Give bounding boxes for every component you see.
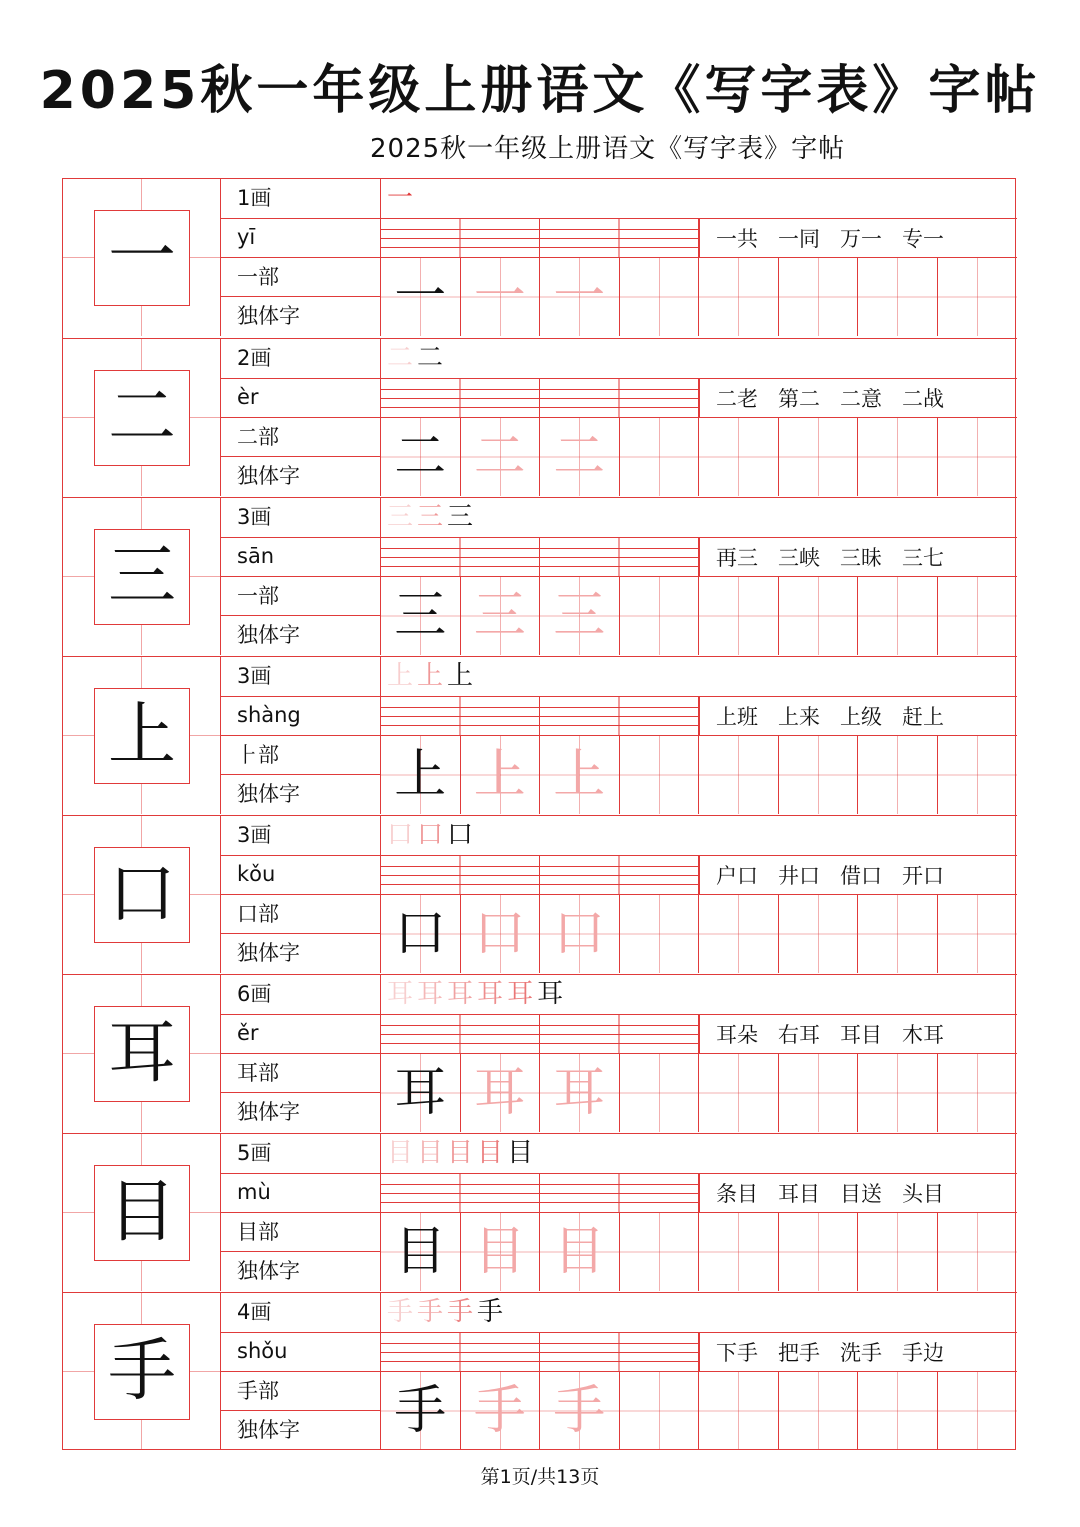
page-title: 2025秋一年级上册语文《写字表》字帖 [39,61,1041,121]
empty-practice-cell[interactable] [938,258,1018,336]
empty-practice-cell[interactable] [699,736,779,814]
stroke-count-label: 5画 [221,1134,380,1174]
example-word: 三七 [902,545,944,570]
trace-character: 目 [473,1222,526,1282]
pinyin-writing-lines [381,219,699,259]
stroke-step: 目 [447,1138,474,1169]
structure-label: 独体字 [237,303,300,328]
example-word: 第二 [778,386,820,411]
main-character-cell [63,1293,221,1450]
character-block [63,656,1017,815]
trace-character: 三 [553,586,606,646]
structure-label: 独体字 [237,463,300,488]
stroke-step: 上 [387,661,414,692]
main-character: 手 [94,1324,190,1420]
empty-practice-cell[interactable] [779,1213,859,1291]
example-word: 头目 [902,1181,944,1206]
empty-practice-cell[interactable] [858,258,938,336]
stroke-step: 二 [417,343,444,374]
stroke-step: 耳 [537,979,564,1010]
main-character: 三 [94,529,190,625]
radical-label: 目部 [221,1213,380,1253]
empty-practice-cell[interactable] [938,736,1018,814]
character-block [63,497,1017,656]
main-character-cell [63,339,221,496]
stroke-step: 手 [447,1297,474,1328]
example-word: 赶上 [902,704,944,729]
empty-practice-cell[interactable] [699,577,779,655]
empty-practice-cell[interactable] [620,258,700,336]
empty-practice-cell[interactable] [938,577,1018,655]
stroke-step: 手 [417,1297,444,1328]
empty-practice-cell[interactable] [779,258,859,336]
example-word: 上级 [840,704,882,729]
example-words [699,538,1017,578]
stroke-step: 目 [417,1138,444,1169]
trace-character-cell [540,258,620,336]
page-subtitle: 2025秋一年级上册语文《写字表》字帖 [370,134,846,164]
empty-practice-cell[interactable] [699,1054,779,1132]
stroke-step: 口 [447,820,474,851]
stroke-step: 目 [387,1138,414,1169]
stroke-order-row [381,179,1017,219]
empty-practice-cell[interactable] [858,1054,938,1132]
model-character-cell [381,895,461,973]
example-word: 右耳 [778,1022,820,1047]
main-character: 一 [94,210,190,306]
radical-label: 二部 [221,418,380,458]
example-words [699,697,1017,737]
character-info [221,657,381,814]
stroke-step: 二 [387,343,414,374]
example-word: 条目 [716,1181,758,1206]
trace-character: 上 [553,745,606,805]
trace-character: 一 [473,267,526,327]
main-character: 二 [94,370,190,466]
page-number: 第1页/共13页 [480,1466,600,1488]
example-word: 目送 [840,1181,882,1206]
empty-practice-cell[interactable] [620,577,700,655]
empty-practice-cell[interactable] [620,1054,700,1132]
example-words [699,1333,1017,1373]
trace-character: 三 [473,586,526,646]
structure-label: 独体字 [237,781,300,806]
stroke-step: 三 [417,502,444,533]
example-word: 二老 [716,386,758,411]
writing-grid [381,1213,1017,1291]
example-word: 再三 [716,545,758,570]
model-character: 一 [394,267,447,327]
character-block [63,1133,1017,1292]
stroke-step: 口 [417,820,444,851]
trace-character-cell [461,1372,541,1450]
model-character: 二 [394,427,447,487]
writing-grid [381,1054,1017,1132]
structure-label: 独体字 [237,1258,300,1283]
writing-grid [381,1372,1017,1450]
pinyin-label: shǒu [221,1332,380,1372]
stroke-count-label: 3画 [221,657,380,697]
trace-character: 上 [473,745,526,805]
trace-character-cell [540,1213,620,1291]
writing-grid [381,736,1017,814]
radical-label: 一部 [221,258,380,298]
pinyin-label: sān [221,537,380,577]
main-character: 口 [94,847,190,943]
radical-label: 一部 [221,577,380,617]
model-character-cell [381,1054,461,1132]
stroke-step: 手 [387,1297,414,1328]
model-character: 上 [394,745,447,805]
example-words [699,1174,1017,1214]
trace-character-cell [540,736,620,814]
empty-practice-cell[interactable] [938,1213,1018,1291]
model-character-cell [381,258,461,336]
character-block [63,974,1017,1133]
character-block [63,338,1017,497]
writing-grid [381,258,1017,336]
stroke-step: 耳 [507,979,534,1010]
pinyin-label: mù [221,1173,380,1213]
example-word: 耳目 [778,1181,820,1206]
example-word: 三昧 [840,545,882,570]
stroke-step: 上 [417,661,444,692]
empty-practice-cell[interactable] [858,577,938,655]
pinyin-writing-lines [381,538,699,578]
character-info [221,339,381,496]
empty-practice-cell[interactable] [779,418,859,496]
model-character-cell [381,577,461,655]
model-character-cell [381,736,461,814]
writing-grid [381,895,1017,973]
stroke-count-label: 2画 [221,339,380,379]
example-word: 洗手 [840,1340,882,1365]
pinyin-label: shàng [221,696,380,736]
example-word: 井口 [778,863,820,888]
main-character-cell [63,975,221,1132]
example-words [699,219,1017,259]
stroke-step: 手 [477,1297,504,1328]
character-info [221,1293,381,1450]
trace-character: 二 [553,427,606,487]
trace-character: 口 [553,904,606,964]
example-word: 户口 [716,863,758,888]
empty-practice-cell[interactable] [938,895,1018,973]
empty-practice-cell[interactable] [699,258,779,336]
radical-label: ⺊部 [221,736,380,776]
character-info [221,816,381,973]
trace-character: 手 [473,1381,526,1441]
main-character-cell [63,816,221,973]
empty-practice-cell[interactable] [620,1213,700,1291]
trace-character: 二 [473,427,526,487]
empty-practice-cell[interactable] [620,418,700,496]
empty-practice-cell[interactable] [699,418,779,496]
trace-character: 口 [473,904,526,964]
empty-practice-cell[interactable] [620,736,700,814]
trace-character: 目 [553,1222,606,1282]
stroke-order-row [381,1134,1017,1174]
empty-practice-cell[interactable] [858,1213,938,1291]
trace-character: 手 [553,1381,606,1441]
stroke-order-row [381,975,1017,1015]
trace-character-cell [540,895,620,973]
main-character-cell [63,1134,221,1291]
empty-practice-cell[interactable] [858,895,938,973]
empty-practice-cell[interactable] [858,736,938,814]
empty-practice-cell[interactable] [620,1372,700,1450]
empty-practice-cell[interactable] [938,418,1018,496]
example-word: 木耳 [902,1022,944,1047]
example-words [699,379,1017,419]
example-word: 上班 [716,704,758,729]
example-word: 耳朵 [716,1022,758,1047]
main-character: 耳 [94,1006,190,1102]
stroke-order-row [381,816,1017,856]
pinyin-writing-lines [381,1174,699,1214]
pinyin-writing-lines [381,856,699,896]
example-word: 专一 [902,226,944,251]
stroke-count-label: 1画 [221,179,380,219]
model-character: 目 [394,1222,447,1282]
empty-practice-cell[interactable] [620,895,700,973]
example-word: 万一 [840,226,882,251]
example-words [699,1015,1017,1055]
main-character-cell [63,498,221,655]
stroke-count-label: 4画 [221,1293,380,1333]
example-word: 下手 [716,1340,758,1365]
stroke-step: 三 [447,502,474,533]
main-character: 目 [94,1165,190,1261]
model-character: 耳 [394,1063,447,1123]
example-word: 上来 [778,704,820,729]
model-character-cell [381,418,461,496]
radical-label: 口部 [221,895,380,935]
model-character: 手 [394,1381,447,1441]
trace-character: 一 [553,267,606,327]
stroke-order-row [381,657,1017,697]
radical-label: 耳部 [221,1054,380,1094]
character-info [221,975,381,1132]
stroke-count-label: 3画 [221,816,380,856]
example-word: 二战 [902,386,944,411]
character-block [63,815,1017,974]
main-character-cell [63,657,221,814]
trace-character-cell [540,577,620,655]
structure-label: 独体字 [237,1417,300,1442]
pinyin-writing-lines [381,1015,699,1055]
character-info [221,498,381,655]
trace-character-cell [461,736,541,814]
stroke-step: 目 [507,1138,534,1169]
structure-label: 独体字 [237,1099,300,1124]
empty-practice-cell[interactable] [779,1372,859,1450]
example-word: 耳目 [840,1022,882,1047]
stroke-step: 耳 [387,979,414,1010]
trace-character: 耳 [473,1063,526,1123]
example-word: 借口 [840,863,882,888]
empty-practice-cell[interactable] [858,418,938,496]
stroke-order-row [381,1293,1017,1333]
trace-character-cell [461,258,541,336]
empty-practice-cell[interactable] [699,1213,779,1291]
character-block [63,179,1017,338]
practice-sheet [62,178,1016,1450]
structure-label: 独体字 [237,622,300,647]
stroke-step: 三 [387,502,414,533]
pinyin-label: èr [221,378,380,418]
model-character-cell [381,1372,461,1450]
empty-practice-cell[interactable] [779,577,859,655]
stroke-order-row [381,498,1017,538]
character-info [221,1134,381,1291]
model-character-cell [381,1213,461,1291]
character-info [221,179,381,336]
pinyin-writing-lines [381,697,699,737]
example-word: 开口 [902,863,944,888]
stroke-step: 一 [387,183,414,214]
radical-label: 手部 [221,1372,380,1412]
empty-practice-cell[interactable] [938,1372,1018,1450]
stroke-count-label: 6画 [221,975,380,1015]
main-character: 上 [94,688,190,784]
example-word: 三峡 [778,545,820,570]
stroke-step: 口 [387,820,414,851]
trace-character-cell [461,418,541,496]
empty-practice-cell[interactable] [779,1054,859,1132]
example-word: 一同 [778,226,820,251]
empty-practice-cell[interactable] [699,1372,779,1450]
stroke-step: 耳 [477,979,504,1010]
stroke-order-row [381,339,1017,379]
writing-grid [381,418,1017,496]
example-word: 二意 [840,386,882,411]
trace-character-cell [540,418,620,496]
structure-label: 独体字 [237,940,300,965]
pinyin-writing-lines [381,379,699,419]
trace-character: 耳 [553,1063,606,1123]
empty-practice-cell[interactable] [858,1372,938,1450]
main-character-cell [63,179,221,336]
example-word: 一共 [716,226,758,251]
empty-practice-cell[interactable] [699,895,779,973]
character-block [63,1292,1017,1451]
trace-character-cell [540,1372,620,1450]
stroke-step: 耳 [447,979,474,1010]
pinyin-label: yī [221,218,380,258]
empty-practice-cell[interactable] [938,1054,1018,1132]
pinyin-label: kǒu [221,855,380,895]
pinyin-writing-lines [381,1333,699,1373]
writing-grid [381,577,1017,655]
model-character: 三 [394,586,447,646]
trace-character-cell [461,1054,541,1132]
example-word: 手边 [902,1340,944,1365]
example-words [699,856,1017,896]
stroke-step: 目 [477,1138,504,1169]
trace-character-cell [461,1213,541,1291]
pinyin-label: ěr [221,1014,380,1054]
empty-practice-cell[interactable] [779,895,859,973]
stroke-count-label: 3画 [221,498,380,538]
stroke-step: 上 [447,661,474,692]
example-word: 把手 [778,1340,820,1365]
stroke-step: 耳 [417,979,444,1010]
empty-practice-cell[interactable] [779,736,859,814]
trace-character-cell [461,577,541,655]
model-character: 口 [394,904,447,964]
trace-character-cell [540,1054,620,1132]
trace-character-cell [461,895,541,973]
